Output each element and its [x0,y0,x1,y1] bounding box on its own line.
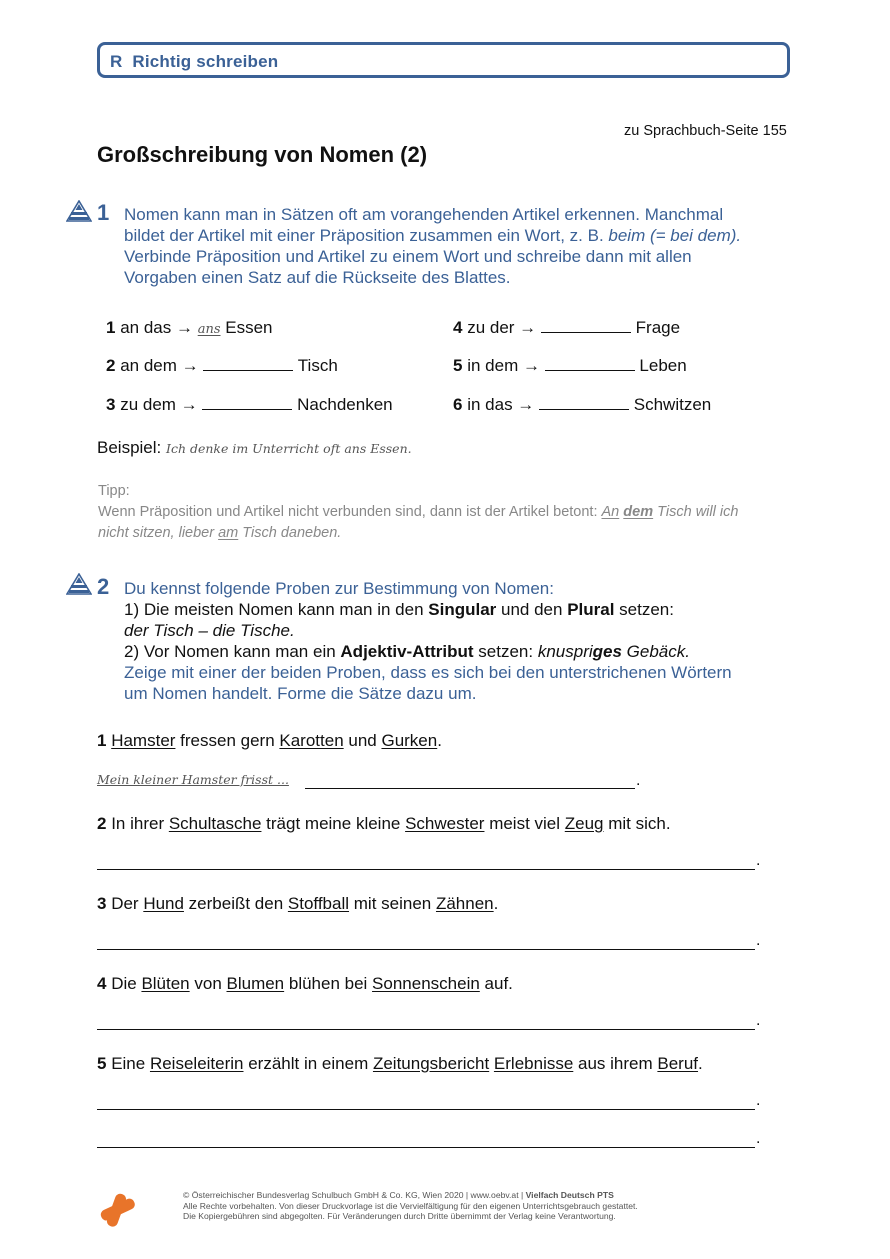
level-triangle-icon [66,573,92,595]
footer-copyright: © Österreichischer Bundesverlag Schulbuch GmbH & Co. KG, Wien 2020 | www.oebv.at | Vielfach Deutsch PTS Alle Rechte vorbehalten. Von dieser Druckvorlage ist die Vervielfältigung für den eigenen Unterrichtsgebrauch gestattet. Die Kopiergebühren sind abgegolten. Für Veränderungen durch Dritte übernimmt der Verlag keine Verantwortung. [183,1190,638,1221]
example-sentence: Beispiel: Ich denke im Unterricht oft ans Essen. [97,438,412,457]
sentence-4: 4 Die Blüten von Blumen blühen bei Sonnenschein auf. [97,974,513,993]
answer-line[interactable] [305,788,635,789]
answer-line[interactable] [97,1109,755,1110]
answer-blank[interactable] [203,356,293,371]
task1-instruction: Nomen kann man in Sätzen oft am vorangehenden Artikel erkennen. Manchmal bildet der Artikel mit einer Präposition zusammen ein Wort, z. B. beim (= bei dem). Verbinde Präposition und Artikel zu einem Wort und schreibe dann mit allen Vorgaben einen Satz auf die Rückseite des Blattes. [124,205,742,287]
tip-box: Tipp: Wenn Präposition und Artikel nicht verbunden sind, dann ist der Artikel betont: An dem Tisch will ich nicht sitzen, lieber am Tisch daneben. [98,483,739,541]
answer-blank[interactable] [541,318,631,333]
answer-blank[interactable] [539,395,629,410]
sprachbuch-reference: zu Sprachbuch-Seite 155 [624,123,787,139]
answer-handwritten: Mein kleiner Hamster frisst ... [97,772,289,787]
task1-item-2: 2 an dem → Tisch [106,356,338,375]
task2-instruction: Du kennst folgende Proben zur Bestimmung von Nomen: 1) Die meisten Nomen kann man in den Singular und den Plural setzen: der Tisch – die Tische. 2) Vor Nomen kann man ein Adjektiv-Attribut setzen: knuspriges Gebäck. Zeige mit einer der beiden Proben, dass es sich bei den unterstrichenen Wörtern um Nomen handelt. Forme die Sätze dazu um. [124,579,732,703]
task2-number: 2 [97,574,110,599]
answer-blank[interactable] [545,356,635,371]
answer-line[interactable] [97,1147,755,1148]
sentence-1: 1 Hamster fressen gern Karotten und Gurken. [97,731,442,750]
task1-item-4: 4 zu der → Frage [453,318,681,337]
page-title: Großschreibung von Nomen (2) [97,142,428,167]
sentence-3: 3 Der Hund zerbeißt den Stoffball mit seinen Zähnen. [97,894,499,913]
task1-item-6: 6 in das → Schwitzen [453,395,712,414]
sentence-5: 5 Eine Reiseleiterin erzählt in einem Zeitungsbericht Erlebnisse aus ihrem Beruf. [97,1054,703,1073]
answer-line[interactable] [97,1029,755,1030]
header-title: R Richtig schreiben [110,52,279,71]
task1-item-3: 3 zu dem → Nachdenken [106,395,393,414]
answer-handwritten: ans [197,322,221,337]
task1-item-5: 5 in dem → Leben [453,356,687,375]
answer-blank[interactable] [202,395,292,410]
sentence-2: 2 In ihrer Schultasche trägt meine kleine Schwester meist viel Zeug mit sich. [97,814,671,833]
publisher-logo-icon [98,1190,138,1230]
task1-number: 1 [97,200,110,225]
answer-line[interactable] [97,949,755,950]
level-triangle-icon [66,200,92,222]
answer-line[interactable] [97,869,755,870]
task1-item-1: 1 an das → ans Essen [106,318,273,337]
